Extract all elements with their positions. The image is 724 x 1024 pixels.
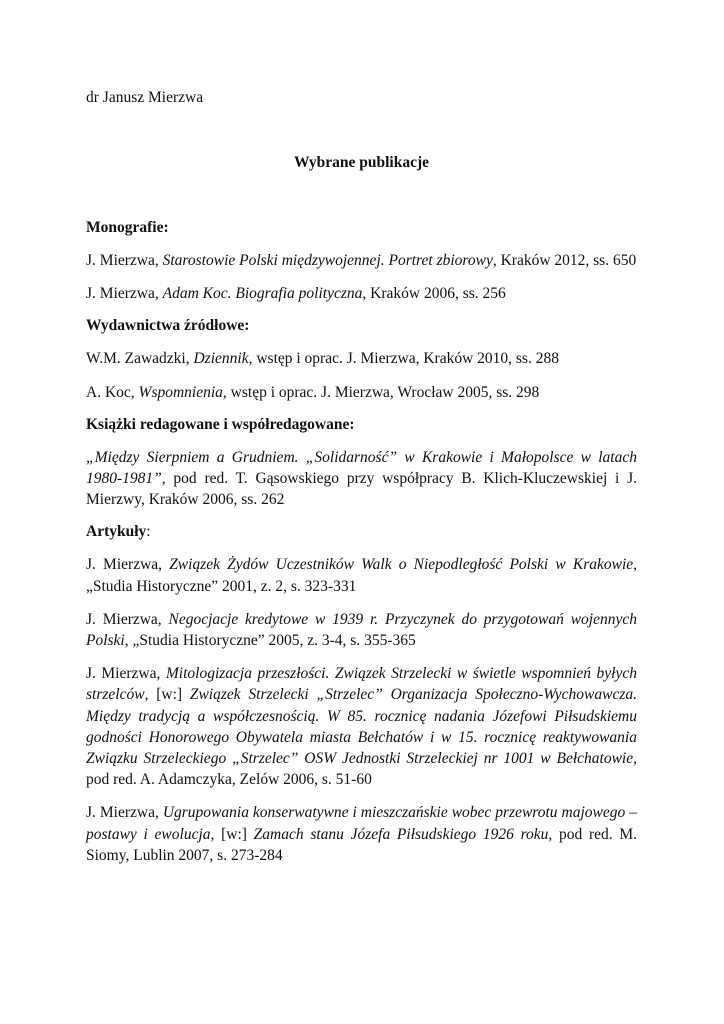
publication-entry: J. Mierzwa, Związek Żydów Uczestników Walk o Niepodległość Polski w Krakowie, „Studia Historyczne” 2001, z. 2, s. 323-331 <box>86 556 638 595</box>
publication-entry: „Między Sierpniem a Grudniem. „Solidarność” w Krakowie i Małopolsce w latach 1980-1981”, pod red. T. Gąsowskiego przy współpracy B. Klich-Kluczewskiej i J. Mierzwy, Kraków 2006, ss. 262 <box>86 448 637 509</box>
author-name: dr Janusz Mierzwa <box>86 89 204 106</box>
section-heading-zrodlowe: Wydawnictwa źródłowe: <box>86 317 250 335</box>
publication-entry: J. Mierzwa, Adam Koc. Biografia polityczna, Kraków 2006, ss. 256 <box>86 285 506 303</box>
publication-entry: J. Mierzwa, Negocjacje kredytowe w 1939 r. Przyczynek do przygotowań wojennych Polski, „Studia Historyczne” 2005, z. 3-4, s. 355-365 <box>86 610 637 650</box>
publication-entry: J. Mierzwa, Mitologizacja przeszłości. Związek Strzelecki w świetle wspomnień byłych strzelców, [w:] Związek Strzelecki „Strzelec” Organizacja Społeczno-Wychowawcza. Między tradycją a współczesnością. W 85. rocznicę nadania Józefowi Piłsudskiemu godności Honorowego Obywatela miasta Bełchatów i w 15. rocznicę reaktywowania Związku Strzeleckiego „Strzelec” OSW Jednostki Strzeleckiej nr 1001 w Bełchatowie, pod red. A. Adamczyka, Zelów 2006, s. 51-60 <box>86 665 637 789</box>
section-heading-monografie: Monografie: <box>86 219 169 236</box>
publication-entry: J. Mierzwa, Starostowie Polski międzywojennej. Portret zbiorowy, Kraków 2012, ss. 650 <box>86 252 637 269</box>
publication-entry: J. Mierzwa, Ugrupowania konserwatywne i mieszczańskie wobec przewrotu majowego – postawy i ewolucja, [w:] Zamach stanu Józefa Piłsudskiego 1926 roku, pod red. M. Siomy, Lublin 2007, s. 273-284 <box>86 804 638 864</box>
section-heading-artykuly: Artykuły: <box>86 523 151 541</box>
publication-entry: W.M. Zawadzki, Dziennik, wstęp i oprac. J. Mierzwa, Kraków 2010, ss. 288 <box>86 350 559 368</box>
publication-entry: A. Koc, Wspomnienia, wstęp i oprac. J. Mierzwa, Wrocław 2005, ss. 298 <box>86 383 540 401</box>
section-heading-redagowane: Książki redagowane i współredagowane: <box>86 415 355 433</box>
document-body <box>86 218 637 878</box>
document-title: Wybrane publikacje <box>293 154 430 171</box>
